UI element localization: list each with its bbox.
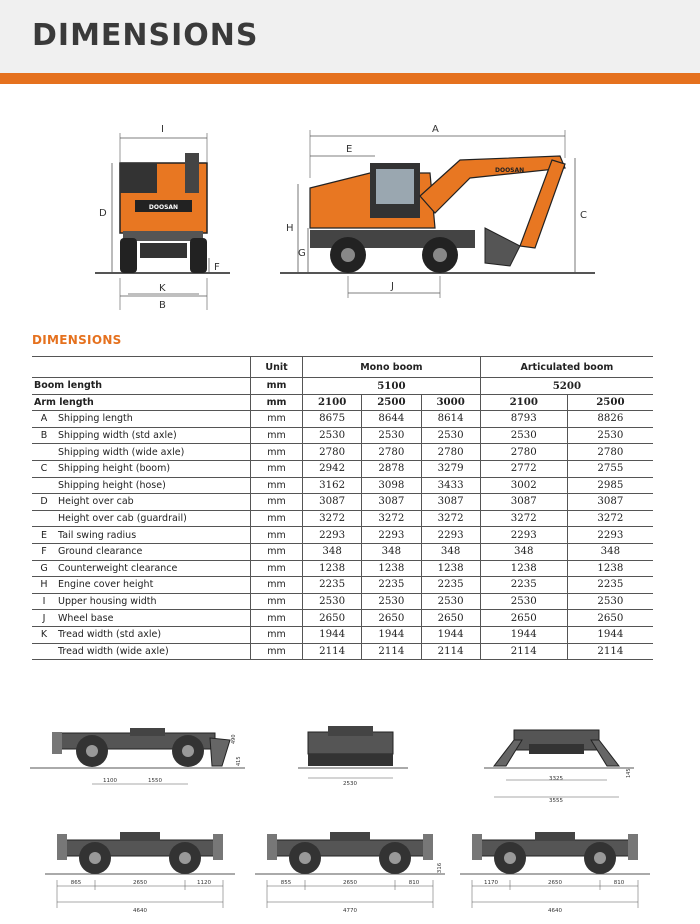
uc-blade-w2: 3555 bbox=[549, 798, 563, 804]
header-band bbox=[0, 0, 700, 73]
dimension-value: 2235 bbox=[362, 577, 421, 594]
dimension-value: 2530 bbox=[421, 593, 480, 610]
dimension-value: 2780 bbox=[362, 444, 421, 461]
dimension-letter bbox=[32, 643, 56, 660]
dimension-unit: mm bbox=[251, 643, 303, 660]
dimension-item: Shipping height (hose) bbox=[56, 477, 251, 494]
dimension-item: Height over cab (guardrail) bbox=[56, 510, 251, 527]
dimension-letter: A bbox=[32, 411, 56, 428]
frame-dimension-label: 4640 bbox=[548, 908, 562, 914]
table-header-row bbox=[32, 357, 653, 378]
dimension-value: 2772 bbox=[480, 460, 567, 477]
arm-length-value: 2500 bbox=[362, 394, 421, 411]
front-logo: DOOSAN bbox=[148, 204, 179, 211]
arm-length-value: 2100 bbox=[480, 394, 567, 411]
table-row bbox=[32, 543, 653, 560]
dimension-value: 1944 bbox=[567, 626, 653, 643]
frame-dimension-label: 4640 bbox=[133, 908, 147, 914]
dimension-value: 2985 bbox=[567, 477, 653, 494]
side-label-c: C bbox=[580, 210, 587, 221]
dimension-letter: K bbox=[32, 626, 56, 643]
dimension-unit: mm bbox=[251, 444, 303, 461]
dimension-unit: mm bbox=[251, 543, 303, 560]
dimension-value: 2780 bbox=[303, 444, 362, 461]
dimension-value: 3087 bbox=[421, 494, 480, 511]
dimension-letter: C bbox=[32, 460, 56, 477]
side-label-h: H bbox=[286, 223, 294, 234]
dimensions-table bbox=[32, 356, 653, 660]
frame-dimension-label: 1120 bbox=[197, 880, 211, 886]
dimension-value: 2114 bbox=[567, 643, 653, 660]
boom-length-articulated: 5200 bbox=[480, 378, 653, 395]
dimension-letter: H bbox=[32, 577, 56, 594]
dimension-value: 2530 bbox=[421, 427, 480, 444]
table-row bbox=[32, 427, 653, 444]
dimension-value: 2530 bbox=[362, 593, 421, 610]
table-row bbox=[32, 510, 653, 527]
dimension-unit: mm bbox=[251, 527, 303, 544]
dimension-value: 1944 bbox=[362, 626, 421, 643]
dimension-value: 2780 bbox=[567, 444, 653, 461]
boom-length-unit: mm bbox=[251, 378, 303, 395]
dimension-value: 2114 bbox=[362, 643, 421, 660]
uc-side-h1: 490 bbox=[231, 734, 237, 744]
dimension-value: 3279 bbox=[421, 460, 480, 477]
dimension-value: 2293 bbox=[362, 527, 421, 544]
dimension-value: 3087 bbox=[303, 494, 362, 511]
boom-length-mono: 5100 bbox=[303, 378, 481, 395]
dimension-value: 3272 bbox=[362, 510, 421, 527]
arm-length-unit: mm bbox=[251, 394, 303, 411]
arm-length-value: 2100 bbox=[303, 394, 362, 411]
arm-length-label: Arm length bbox=[32, 394, 251, 411]
uc-side-h2: 415 bbox=[236, 756, 242, 766]
frame-dimension-label: 316 bbox=[437, 862, 443, 874]
dimension-value: 2650 bbox=[303, 610, 362, 627]
dimension-letter: B bbox=[32, 427, 56, 444]
dimension-value: 3002 bbox=[480, 477, 567, 494]
side-label-a: A bbox=[432, 124, 439, 135]
dimension-value: 2114 bbox=[480, 643, 567, 660]
frame-dimension-label: 865 bbox=[70, 880, 82, 886]
dimension-value: 2293 bbox=[480, 527, 567, 544]
dimension-value: 2114 bbox=[421, 643, 480, 660]
dimension-letter bbox=[32, 510, 56, 527]
dimension-value: 348 bbox=[421, 543, 480, 560]
dimension-unit: mm bbox=[251, 411, 303, 428]
dimension-value: 2530 bbox=[303, 593, 362, 610]
unit-header: Unit bbox=[251, 357, 303, 378]
table-row bbox=[32, 577, 653, 594]
dimension-value: 3087 bbox=[362, 494, 421, 511]
dimension-value: 2235 bbox=[303, 577, 362, 594]
dimension-unit: mm bbox=[251, 610, 303, 627]
undercarriage-frame-drawing bbox=[45, 822, 235, 920]
dimension-unit: mm bbox=[251, 460, 303, 477]
side-view-drawing bbox=[280, 118, 595, 303]
uc-blade-h: 145 bbox=[626, 768, 632, 778]
dimension-value: 2114 bbox=[303, 643, 362, 660]
table-row bbox=[32, 593, 653, 610]
table-row bbox=[32, 494, 653, 511]
undercarriage-blade-drawing bbox=[484, 722, 634, 807]
dimension-item: Engine cover height bbox=[56, 577, 251, 594]
arm-length-value: 3000 bbox=[421, 394, 480, 411]
arm-length-row bbox=[32, 394, 653, 411]
dimension-value: 1238 bbox=[362, 560, 421, 577]
dimension-value: 1238 bbox=[303, 560, 362, 577]
dimension-value: 8793 bbox=[480, 411, 567, 428]
dimension-letter: J bbox=[32, 610, 56, 627]
dimension-value: 3272 bbox=[480, 510, 567, 527]
front-label-k: K bbox=[159, 283, 166, 294]
dimension-value: 2293 bbox=[303, 527, 362, 544]
table-row bbox=[32, 626, 653, 643]
side-logo: DOOSAN bbox=[495, 167, 525, 174]
dimension-value: 348 bbox=[480, 543, 567, 560]
dimension-value: 8614 bbox=[421, 411, 480, 428]
dimension-value: 348 bbox=[303, 543, 362, 560]
table-row bbox=[32, 444, 653, 461]
frame-dimension-label: 810 bbox=[613, 880, 625, 886]
dimension-letter bbox=[32, 477, 56, 494]
dimension-item: Shipping width (std axle) bbox=[56, 427, 251, 444]
undercarriage-rear-drawing bbox=[298, 722, 408, 792]
dimension-value: 2530 bbox=[480, 593, 567, 610]
dimension-value: 3272 bbox=[567, 510, 653, 527]
dimension-value: 2235 bbox=[421, 577, 480, 594]
dimension-value: 2780 bbox=[480, 444, 567, 461]
undercarriage-frame-drawing bbox=[255, 822, 445, 920]
boom-length-label: Boom length bbox=[32, 378, 251, 395]
dimension-value: 2530 bbox=[480, 427, 567, 444]
dimension-value: 3272 bbox=[303, 510, 362, 527]
dimension-item: Counterweight clearance bbox=[56, 560, 251, 577]
dimension-unit: mm bbox=[251, 577, 303, 594]
page-title: DIMENSIONS bbox=[32, 18, 259, 53]
dimension-value: 3087 bbox=[480, 494, 567, 511]
uc-blade-w1: 3325 bbox=[549, 776, 563, 782]
front-label-b: B bbox=[159, 300, 166, 311]
dimension-item: Tail swing radius bbox=[56, 527, 251, 544]
table-row bbox=[32, 460, 653, 477]
table-row bbox=[32, 527, 653, 544]
side-label-e: E bbox=[346, 144, 353, 155]
dimension-value: 2530 bbox=[362, 427, 421, 444]
dimension-value: 2293 bbox=[421, 527, 480, 544]
dimension-value: 2650 bbox=[567, 610, 653, 627]
dimension-value: 2650 bbox=[362, 610, 421, 627]
dimension-value: 8826 bbox=[567, 411, 653, 428]
undercarriage-frame-drawing bbox=[460, 822, 650, 920]
dimension-value: 2878 bbox=[362, 460, 421, 477]
table-row bbox=[32, 477, 653, 494]
dimension-unit: mm bbox=[251, 626, 303, 643]
arm-length-value: 2500 bbox=[567, 394, 653, 411]
dimension-value: 2650 bbox=[421, 610, 480, 627]
dimension-item: Shipping width (wide axle) bbox=[56, 444, 251, 461]
dimension-letter bbox=[32, 444, 56, 461]
dimension-value: 2942 bbox=[303, 460, 362, 477]
dimension-value: 2235 bbox=[567, 577, 653, 594]
dimension-unit: mm bbox=[251, 427, 303, 444]
uc-side-d1: 1100 bbox=[103, 778, 117, 784]
uc-rear-width: 2530 bbox=[343, 781, 357, 787]
dimension-unit: mm bbox=[251, 477, 303, 494]
dimension-value: 348 bbox=[362, 543, 421, 560]
dimension-item: Shipping height (boom) bbox=[56, 460, 251, 477]
dimension-value: 2780 bbox=[421, 444, 480, 461]
dimension-value: 8675 bbox=[303, 411, 362, 428]
dimension-letter: I bbox=[32, 593, 56, 610]
table-row bbox=[32, 643, 653, 660]
dimension-value: 1944 bbox=[303, 626, 362, 643]
dimension-value: 1238 bbox=[480, 560, 567, 577]
dimension-value: 2530 bbox=[567, 593, 653, 610]
undercarriage-side-drawing bbox=[30, 718, 245, 803]
dimensions-section-title: DIMENSIONS bbox=[32, 333, 122, 347]
dimension-value: 2530 bbox=[567, 427, 653, 444]
dimension-item: Tread width (wide axle) bbox=[56, 643, 251, 660]
dimension-value: 348 bbox=[567, 543, 653, 560]
frame-dimension-label: 2650 bbox=[343, 880, 357, 886]
frame-dimension-label: 4770 bbox=[343, 908, 357, 914]
dimension-value: 3098 bbox=[362, 477, 421, 494]
dimension-value: 2530 bbox=[303, 427, 362, 444]
frame-dimension-label: 2650 bbox=[548, 880, 562, 886]
table-row bbox=[32, 560, 653, 577]
uc-side-d2: 1550 bbox=[148, 778, 162, 784]
dimension-value: 3087 bbox=[567, 494, 653, 511]
dimension-item: Wheel base bbox=[56, 610, 251, 627]
dimension-value: 2293 bbox=[567, 527, 653, 544]
boom-length-row bbox=[32, 378, 653, 395]
front-label-f: F bbox=[214, 262, 220, 273]
dimension-letter: G bbox=[32, 560, 56, 577]
dimension-value: 3272 bbox=[421, 510, 480, 527]
accent-bar bbox=[0, 73, 700, 84]
dimension-value: 2755 bbox=[567, 460, 653, 477]
table-row bbox=[32, 411, 653, 428]
dimension-letter: D bbox=[32, 494, 56, 511]
group-articulated: Articulated boom bbox=[480, 357, 653, 378]
front-label-i: I bbox=[161, 124, 164, 135]
dimension-letter: F bbox=[32, 543, 56, 560]
dimension-value: 1944 bbox=[480, 626, 567, 643]
dimension-value: 3433 bbox=[421, 477, 480, 494]
dimension-value: 1944 bbox=[421, 626, 480, 643]
front-label-d: D bbox=[99, 208, 107, 219]
front-view-drawing bbox=[95, 118, 230, 318]
dimension-item: Height over cab bbox=[56, 494, 251, 511]
dimension-value: 2235 bbox=[480, 577, 567, 594]
frame-dimension-label: 810 bbox=[408, 880, 420, 886]
side-label-g: G bbox=[298, 248, 306, 259]
group-mono: Mono boom bbox=[303, 357, 481, 378]
frame-dimension-label: 2650 bbox=[133, 880, 147, 886]
dimension-unit: mm bbox=[251, 510, 303, 527]
side-label-j: J bbox=[391, 281, 394, 292]
dimension-unit: mm bbox=[251, 494, 303, 511]
dimension-value: 1238 bbox=[421, 560, 480, 577]
dimension-rows bbox=[32, 411, 653, 660]
dimension-item: Tread width (std axle) bbox=[56, 626, 251, 643]
dimension-value: 1238 bbox=[567, 560, 653, 577]
dimension-item: Shipping length bbox=[56, 411, 251, 428]
dimension-item: Upper housing width bbox=[56, 593, 251, 610]
frame-dimension-label: 1170 bbox=[484, 880, 498, 886]
dimension-value: 3162 bbox=[303, 477, 362, 494]
dimension-unit: mm bbox=[251, 593, 303, 610]
dimension-unit: mm bbox=[251, 560, 303, 577]
frame-dimension-label: 855 bbox=[280, 880, 292, 886]
dimension-value: 2650 bbox=[480, 610, 567, 627]
dimension-item: Ground clearance bbox=[56, 543, 251, 560]
table-row bbox=[32, 610, 653, 627]
dimension-value: 8644 bbox=[362, 411, 421, 428]
dimension-letter: E bbox=[32, 527, 56, 544]
